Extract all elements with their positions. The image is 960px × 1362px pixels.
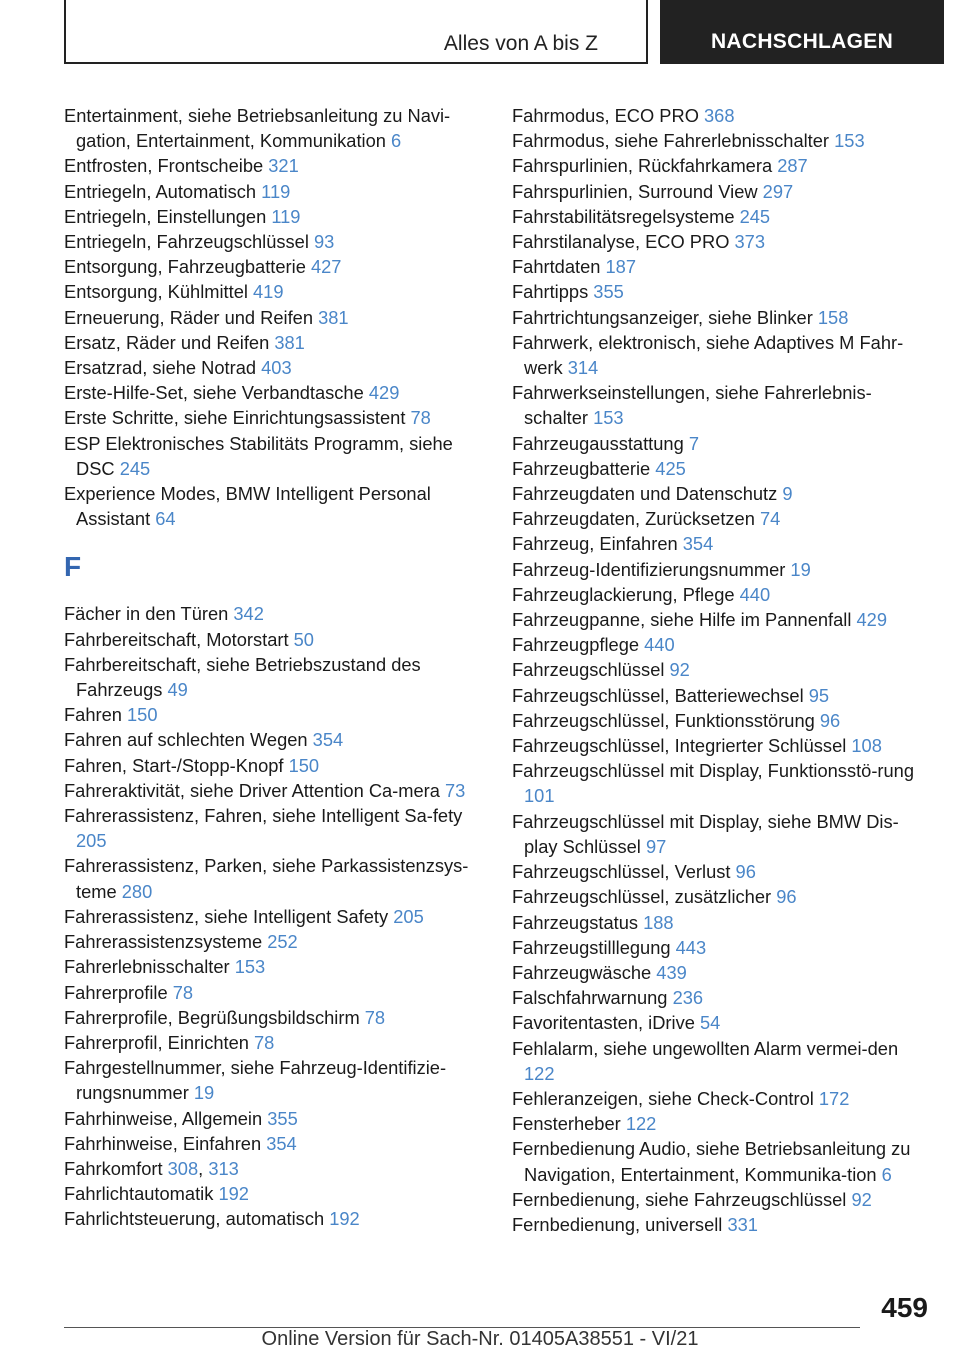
page-reference-link[interactable]: 74: [759, 508, 781, 530]
page-reference-link[interactable]: 172: [818, 1087, 850, 1109]
page-reference-link[interactable]: 122: [524, 1062, 555, 1084]
index-entry-term: Fahrerprofile: [64, 981, 173, 1003]
page-reference-link[interactable]: 205: [393, 905, 424, 927]
page-reference-link[interactable]: 96: [819, 709, 841, 731]
index-entry: Fahrkomfort 308, 313: [64, 1157, 239, 1179]
index-entry: [512, 683, 932, 708]
index-entry: [64, 627, 484, 652]
index-entry-term: Fahrzeuglackierung, Pflege: [512, 583, 740, 605]
page-reference-link[interactable]: 78: [364, 1006, 386, 1028]
index-entry: [64, 481, 484, 531]
page-reference-link[interactable]: 9: [782, 483, 793, 505]
index-entry-term: Erste-Hilfe-Set, siehe Verbandtasche: [64, 382, 369, 404]
page-reference-link[interactable]: 192: [218, 1183, 249, 1205]
page-reference-link[interactable]: 158: [817, 306, 849, 328]
index-entry-term: Ersatz, Räder und Reifen: [64, 331, 275, 353]
index-entry: [64, 803, 484, 853]
page-reference-link[interactable]: 331: [727, 1213, 758, 1235]
index-entry: [64, 229, 484, 254]
index-entry: [512, 103, 932, 128]
index-entry-term: Entsorgung, Fahrzeugbatterie: [64, 256, 311, 278]
index-entry-term: Fahrstilanalyse, ECO PRO: [512, 231, 735, 253]
index-entry-term: Falschfahrwarnung: [512, 987, 673, 1009]
page-reference-link[interactable]: 245: [119, 457, 151, 479]
page-reference-link[interactable]: 19: [193, 1082, 215, 1104]
index-entry-term: Fahrzeugdaten und Datenschutz: [512, 483, 783, 505]
index-entry: [64, 1106, 484, 1131]
index-entry-term: Fahrerassistenzsysteme: [64, 931, 268, 953]
index-entry: [512, 607, 932, 632]
index-entry-term: Fahrstabilitätsregelsysteme: [512, 205, 740, 227]
index-entry: [64, 727, 484, 752]
page-reference-link[interactable]: 355: [267, 1107, 298, 1129]
page-reference-link[interactable]: 150: [127, 704, 158, 726]
index-entry-term: Fahrtrichtungsanzeiger, siehe Blinker: [512, 306, 818, 328]
index-entry: [512, 1111, 932, 1136]
page-reference-link[interactable]: 54: [699, 1012, 721, 1034]
index-group-f-continued: [512, 103, 932, 1237]
index-entry: [64, 405, 484, 430]
page-reference-link[interactable]: 50: [293, 628, 314, 650]
index-entry-term: Fächer in den Türen: [64, 603, 234, 625]
index-entry: [64, 204, 484, 229]
index-entry-term: Fahrmodus, siehe Fahrerlebnisschalter: [512, 130, 835, 152]
index-entry: [64, 1206, 484, 1231]
index-entry: [512, 884, 932, 909]
index-entry: [512, 1086, 932, 1111]
index-entry-term: Experience Modes, BMW Intelligent Personal Assistant: [64, 483, 431, 530]
page-reference-link[interactable]: 95: [808, 684, 830, 706]
page-reference-link[interactable]: 280: [121, 880, 153, 902]
index-entry-term: Favoritentasten, iDrive: [512, 1012, 700, 1034]
index-entry: [512, 733, 932, 758]
index-entry: [512, 456, 932, 481]
index-entry-term: Fahrzeugbatterie: [512, 457, 656, 479]
index-entry: [64, 778, 484, 803]
page-reference-link[interactable]: 403: [261, 357, 292, 379]
index-entry: [512, 1187, 932, 1212]
index-entry-term: Fernbedienung, universell: [512, 1213, 728, 1235]
page-reference-link[interactable]: 381: [274, 331, 305, 353]
index-entry-term: Erneuerung, Räder und Reifen: [64, 306, 319, 328]
index-entry: [64, 1005, 484, 1030]
page-reference-link[interactable]: 188: [643, 911, 674, 933]
page-reference-link[interactable]: 153: [593, 407, 624, 429]
page-reference-link[interactable]: 440: [739, 583, 771, 605]
index-entry-term: Entriegeln, Einstellungen: [64, 205, 272, 227]
index-entry-term: Fehlalarm, siehe ungewollten Alarm vermei-den: [512, 1037, 899, 1059]
index-entry: [512, 960, 932, 985]
index-entry-term: Fahrerassistenz, Parken, siehe Parkassistenzsys-teme: [64, 855, 469, 902]
index-entry: [64, 279, 484, 304]
index-entry-term: Fahrerprofil, Einrichten: [64, 1031, 254, 1053]
index-entry-term: Fahrzeugschlüssel, zusätzlicher: [512, 886, 777, 908]
index-entry-term: Fahren, Start-/Stopp-Knopf: [64, 754, 289, 776]
index-entry-term: Fahrtipps: [512, 281, 594, 303]
index-entry-term: Fahrhinweise, Einfahren: [64, 1132, 267, 1154]
page-reference-link[interactable]: 153: [234, 956, 266, 978]
index-entry-term: Fahrzeugschlüssel, Funktionsstörung: [512, 709, 820, 731]
page-reference-link[interactable]: 122: [625, 1113, 657, 1135]
index-entry: [64, 1181, 484, 1206]
index-entry: [64, 330, 484, 355]
index-entry-term: Fahrzeugwäsche: [512, 961, 657, 983]
index-entry: [512, 431, 932, 456]
index-entry: [512, 1212, 932, 1237]
page-reference-link[interactable]: 236: [672, 987, 704, 1009]
index-entry-term: Fahrzeugschlüssel mit Display, Funktionsstö-rung: [512, 760, 915, 782]
index-entry: [64, 980, 484, 1005]
index-entry: [512, 531, 932, 556]
index-entry-term: Entsorgung, Kühlmittel: [64, 281, 254, 303]
index-entry: [64, 431, 484, 481]
page-reference-link[interactable]: 419: [253, 281, 284, 303]
index-entry: [512, 179, 932, 204]
index-entry: [64, 601, 484, 626]
footer-text: Online Version für Sach-Nr. 01405A38551 - VI/21: [261, 1328, 699, 1350]
index-group-f: [64, 601, 484, 1231]
index-entry: [64, 1030, 484, 1055]
index-entry: [512, 935, 932, 960]
page-reference-link[interactable]: 119: [261, 180, 291, 202]
index-entry-term: Fahrzeugschlüssel, Batteriewechsel: [512, 684, 809, 706]
page-reference-link[interactable]: 443: [675, 936, 707, 958]
index-entry-term: Fahrzeugschlüssel, Integrierter Schlüssel: [512, 735, 852, 757]
index-entry: [64, 103, 484, 153]
page-reference-link[interactable]: 187: [605, 256, 637, 278]
index-entry: [512, 758, 932, 808]
index-entry: [64, 179, 484, 204]
index-entry: [512, 481, 932, 506]
index-entry-term: Fahrmodus, ECO PRO: [512, 105, 705, 126]
page-reference-link[interactable]: 150: [288, 754, 320, 776]
index-entry-term: Fahrzeug-Identifizierungsnummer: [512, 558, 791, 580]
index-entry: [512, 128, 932, 153]
index-entry-term: Erste Schritte, siehe Einrichtungsassistent: [64, 407, 411, 429]
index-entry: [64, 1131, 484, 1156]
index-entry: [512, 1036, 932, 1086]
page-reference-link[interactable]: 297: [762, 180, 794, 202]
page-reference-link[interactable]: 321: [268, 155, 299, 177]
index-entry: [512, 254, 932, 279]
page-reference-link[interactable]: 287: [777, 155, 808, 177]
page-reference-link[interactable]: 429: [856, 609, 888, 631]
index-entry: [64, 702, 484, 727]
page-reference-link[interactable]: 7: [688, 432, 700, 454]
page-reference-link[interactable]: 19: [790, 558, 811, 580]
header-tab: NACHSCHLAGEN: [660, 0, 944, 64]
index-entry: [64, 355, 484, 380]
index-entry-term: Fahrhinweise, Allgemein: [64, 1107, 268, 1129]
page-reference-link[interactable]: 78: [172, 981, 194, 1003]
index-entry-term: Fahrlichtsteuerung, automatisch: [64, 1208, 330, 1230]
index-entry-term: Fahrerassistenz, siehe Intelligent Safety: [64, 905, 394, 927]
page-reference-link[interactable]: 192: [329, 1208, 360, 1230]
index-column-right: [512, 103, 932, 1237]
page-reference-link[interactable]: 427: [310, 256, 342, 278]
index-entry-term: Fensterheber: [512, 1113, 626, 1135]
index-entry: [512, 305, 932, 330]
page-reference-link[interactable]: 354: [266, 1132, 297, 1154]
index-letter-heading: F: [64, 551, 82, 583]
index-entry-term: Fahrzeugpflege: [512, 634, 645, 656]
index-entry: [64, 1055, 484, 1105]
index-entry: [512, 204, 932, 229]
page-reference-link[interactable]: 93: [313, 231, 335, 253]
index-entry-term: Entriegeln, Automatisch: [64, 180, 262, 202]
page-reference-link[interactable]: 73: [445, 779, 466, 801]
page-number: 459: [881, 1292, 928, 1323]
index-entry: [64, 153, 484, 178]
header-section-title: Alles von A bis Z: [443, 32, 598, 55]
index-entry-term: Fahrzeugschlüssel, Verlust: [512, 861, 736, 883]
page-reference-link[interactable]: 6: [881, 1163, 892, 1185]
index-entry-term: Ersatzrad, siehe Notrad: [64, 357, 262, 379]
index-group-e: [64, 103, 484, 531]
index-entry-term: Fahrzeugausstattung: [512, 432, 689, 454]
index-entry-term: Fahrzeugschlüssel mit Display, siehe BMW Dis-play Schlüssel: [512, 810, 899, 857]
index-entry-term: Fahreraktivität, siehe Driver Attention Ca-mera: [64, 779, 446, 801]
index-entry-term: Fahrbereitschaft, siehe Betriebszustand des Fahrzeugs: [64, 653, 421, 701]
page-reference-link[interactable]: 314: [567, 357, 599, 379]
index-entry: [512, 1010, 932, 1035]
index-entry: [512, 809, 932, 859]
page-reference-link[interactable]: 64: [155, 508, 176, 530]
page-reference-link[interactable]: 6: [391, 130, 402, 152]
page-reference-link[interactable]: 96: [735, 861, 756, 883]
index-entry-term: Fahren auf schlechten Wegen: [64, 729, 313, 751]
index-entry-term: Fahren: [64, 704, 128, 726]
index-entry: [64, 380, 484, 405]
index-entry-term: Fahrzeugstilllegung: [512, 936, 676, 958]
page-reference-link[interactable]: 368: [704, 105, 735, 126]
index-entry-term: Fahrzeug, Einfahren: [512, 533, 683, 555]
index-entry-term: Fahrwerk, elektronisch, siehe Adaptives M Fahr-werk: [512, 331, 904, 379]
page-reference-link[interactable]: 92: [669, 659, 690, 681]
page-reference-link[interactable]: 119: [271, 205, 301, 227]
page-reference-link[interactable]: 92: [851, 1188, 872, 1210]
page-reference-link[interactable]: 381: [318, 306, 349, 328]
page-reference-link[interactable]: 354: [312, 729, 344, 751]
page-reference-link[interactable]: 101: [524, 785, 555, 807]
index-entry-term: Fahrkomfort: [64, 1157, 168, 1179]
page-reference-link[interactable]: 153: [834, 130, 865, 152]
index-entry: [512, 985, 932, 1010]
index-entry: [512, 506, 932, 531]
index-entry: [512, 380, 932, 430]
index-entry: [64, 853, 484, 903]
index-entry: [64, 305, 484, 330]
page-reference-link[interactable]: 342: [233, 603, 264, 625]
index-entry-term: Fernbedienung Audio, siehe Betriebsanleitung zu Navigation, Entertainment, Kommunika-tion: [512, 1138, 911, 1185]
index-entry-term: Fahrtdaten: [512, 256, 606, 278]
page-reference-link[interactable]: 313: [208, 1157, 239, 1179]
page-reference-link[interactable]: 308: [167, 1157, 199, 1179]
index-entry-term: Fahrzeugschlüssel: [512, 659, 670, 681]
index-entry-term: Fahrerlebnisschalter: [64, 956, 235, 978]
page-reference-link[interactable]: 429: [368, 382, 400, 404]
page-reference-link[interactable]: 108: [851, 735, 882, 757]
index-entry-term: Fahrbereitschaft, Motorstart: [64, 628, 294, 650]
index-entry-term: Fahrgestellnummer, siehe Fahrzeug-Identifizie-rungsnummer: [64, 1057, 447, 1104]
index-entry-term: Fahrspurlinien, Rückfahrkamera: [512, 155, 778, 177]
page-reference-link[interactable]: 78: [254, 1031, 275, 1053]
index-entry: [512, 657, 932, 682]
page-reference-link[interactable]: 252: [267, 931, 298, 953]
index-entry-term: Entriegeln, Fahrzeugschlüssel: [64, 231, 314, 253]
page-reference-link[interactable]: 373: [734, 231, 766, 253]
index-entry: [64, 652, 484, 702]
page-reference-link[interactable]: 78: [410, 407, 431, 429]
index-entry-term: Fahrerassistenz, Fahren, siehe Intelligent Sa-fety: [64, 805, 463, 827]
page-reference-link[interactable]: 354: [682, 533, 714, 555]
page-reference-link[interactable]: 205: [76, 830, 107, 852]
index-entry-term: Fahrerprofile, Begrüßungsbildschirm: [64, 1006, 365, 1028]
index-entry-term: ESP Elektronisches Stabilitäts Programm, siehe DSC: [64, 432, 453, 479]
index-entry-term: Fahrzeugdaten, Zurücksetzen: [512, 508, 760, 530]
index-entry: [512, 1136, 932, 1186]
index-entry-term: Fahrwerkseinstellungen, siehe Fahrerlebnis-schalter: [512, 382, 872, 429]
index-column-left: [64, 103, 484, 1232]
index-entry: [512, 557, 932, 582]
index-entry: [512, 708, 932, 733]
index-entry: [512, 330, 932, 380]
index-entry: [512, 229, 932, 254]
index-entry: [512, 279, 932, 304]
index-entry: [64, 254, 484, 279]
page-reference-link[interactable]: 440: [644, 634, 675, 656]
page-reference-link[interactable]: 245: [739, 205, 771, 227]
index-entry: [512, 910, 932, 935]
index-entry: [512, 859, 932, 884]
page-reference-link[interactable]: 355: [593, 281, 624, 303]
index-entry-term: Fernbedienung, siehe Fahrzeugschlüssel: [512, 1188, 852, 1210]
page-reference-link[interactable]: 425: [655, 457, 686, 479]
index-entry: [64, 929, 484, 954]
index-entry-term: Fahrzeugstatus: [512, 911, 644, 933]
index-entry-term: Entertainment, siehe Betriebsanleitung zu Navi-gation, Entertainment, Kommunikation: [64, 105, 451, 152]
page-reference-link[interactable]: 439: [656, 961, 687, 983]
index-entry: [64, 904, 484, 929]
index-entry-term: Fahrspurlinien, Surround View: [512, 180, 763, 202]
index-entry: [512, 632, 932, 657]
index-entry-term: Fehleranzeigen, siehe Check-Control: [512, 1087, 819, 1109]
index-entry: [512, 153, 932, 178]
page-reference-link[interactable]: 49: [167, 679, 188, 701]
index-entry-term: Entfrosten, Frontscheibe: [64, 155, 269, 177]
page-reference-link[interactable]: 97: [645, 835, 667, 857]
page-reference-link[interactable]: 96: [776, 886, 797, 908]
header-frame: [64, 0, 648, 64]
index-entry: [64, 753, 484, 778]
index-entry-term: Fahrlichtautomatik: [64, 1183, 219, 1205]
index-entry: [512, 582, 932, 607]
index-entry-term: Fahrzeugpanne, siehe Hilfe im Pannenfall: [512, 609, 857, 631]
index-entry: [64, 954, 484, 979]
